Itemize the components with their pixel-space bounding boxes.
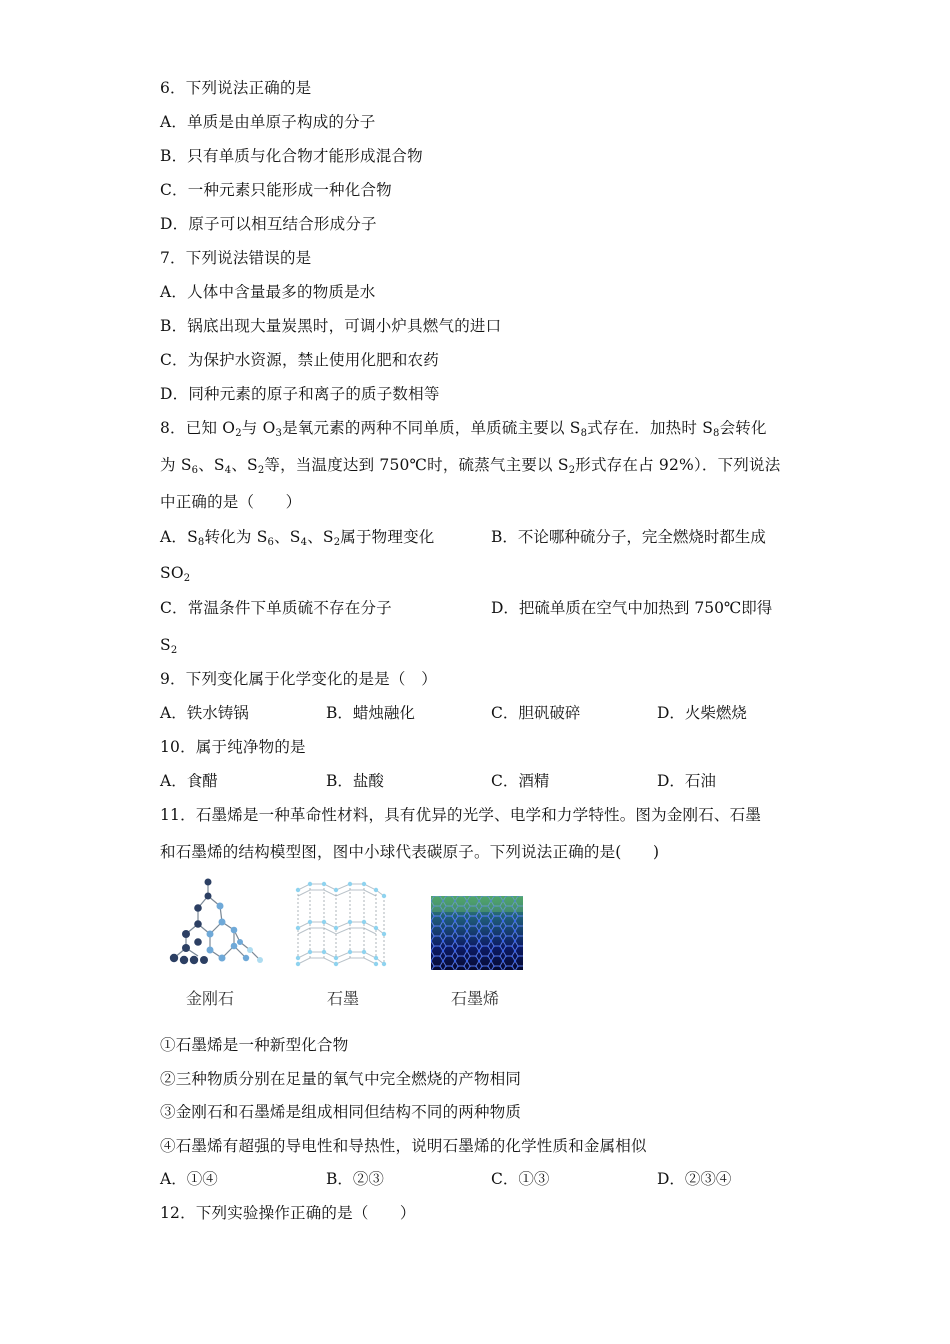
graphene-structure-figure [431, 896, 523, 970]
q9-option-d: D．火柴燃烧 [657, 704, 747, 722]
q8-option-d-line2: $S_2$ [160, 636, 178, 656]
diamond-structure-figure [160, 876, 266, 968]
q6-option-b: B．只有单质与化合物才能形成混合物 [160, 147, 423, 165]
q11-option-a: A．①④ [160, 1170, 218, 1188]
q7-option-c: C．为保护水资源，禁止使用化肥和农药 [160, 351, 439, 369]
q9-option-a: A．铁水铸锅 [160, 704, 249, 722]
caption-graphite: 石墨 [327, 989, 360, 1008]
q9-option-b: B．蜡烛融化 [326, 704, 415, 722]
q6-stem: 6．下列说法正确的是 [160, 79, 312, 97]
q10-option-a: A．食醋 [160, 772, 218, 790]
q8-stem-line3: 中正确的是（ ） [160, 493, 302, 511]
q8-option-b-line2: $SO_2$ [160, 564, 191, 584]
q8-option-a: A．$S_8$转化为 $S_6$、$S_4$、$S_2$属于物理变化 [160, 528, 435, 548]
q6-option-c: C．一种元素只能形成一种化合物 [160, 181, 392, 199]
q7-option-d: D．同种元素的原子和离子的质子数相等 [160, 385, 440, 403]
q6-option-a: A．单质是由单原子构成的分子 [160, 113, 376, 131]
caption-graphene: 石墨烯 [451, 989, 500, 1008]
q6-option-d: D．原子可以相互结合形成分子 [160, 215, 377, 233]
q7-option-b: B．锅底出现大量炭黑时，可调小炉具燃气的进口 [160, 317, 502, 335]
q11-option-d: D．②③④ [657, 1170, 732, 1188]
q11-option-c: C．①③ [491, 1170, 550, 1188]
q11-statement-2: ②三种物质分别在足量的氧气中完全燃烧的产物相同 [160, 1070, 522, 1088]
q11-stem-line2: 和石墨烯的结构模型图，图中小球代表碳原子。下列说法正确的是( ) [160, 843, 660, 861]
q9-option-c: C．胆矾破碎 [491, 704, 581, 722]
q10-option-c: C．酒精 [491, 772, 550, 790]
q10-stem: 10．属于纯净物的是 [160, 738, 306, 756]
graphite-structure-figure [292, 878, 388, 970]
q11-stem-line1: 11．石墨烯是一种革命性材料，具有优异的光学、电学和力学特性。图为金刚石、石墨 [160, 806, 762, 824]
q8-option-c: C．常温条件下单质硫不存在分子 [160, 599, 392, 617]
q8-option-d-line1: D．把硫单质在空气中加热到 750℃即得 [491, 599, 773, 617]
q7-stem: 7．下列说法错误的是 [160, 249, 312, 267]
q8-option-b-line1: B．不论哪种硫分子，完全燃烧时都生成 [491, 528, 766, 546]
q11-statement-4: ④石墨烯有超强的导电性和导热性，说明石墨烯的化学性质和金属相似 [160, 1137, 647, 1155]
q10-option-d: D．石油 [657, 772, 716, 790]
q8-stem-line1: 8．已知 $O_2$与 $O_3$是氧元素的两种不同单质，单质硫主要以 $S_8$式存在．加热时 $S_8$会转化 [160, 419, 767, 439]
q10-option-b: B．盐酸 [326, 772, 384, 790]
caption-diamond: 金刚石 [186, 989, 235, 1008]
q8-stem-line2: 为 $S_6$、$S_4$、$S_2$等，当温度达到 750℃时，硫蒸气主要以 $S_2$形式存在占 92%）．下列说法 [160, 456, 781, 476]
q7-option-a: A．人体中含量最多的物质是水 [160, 283, 376, 301]
q12-stem: 12．下列实验操作正确的是（ ） [160, 1204, 416, 1222]
q11-statement-1: ①石墨烯是一种新型化合物 [160, 1036, 349, 1054]
q9-stem: 9．下列变化属于化学变化的是是（ ） [160, 670, 437, 688]
q11-option-b: B．②③ [326, 1170, 384, 1188]
q11-statement-3: ③金刚石和石墨烯是组成相同但结构不同的两种物质 [160, 1103, 522, 1121]
